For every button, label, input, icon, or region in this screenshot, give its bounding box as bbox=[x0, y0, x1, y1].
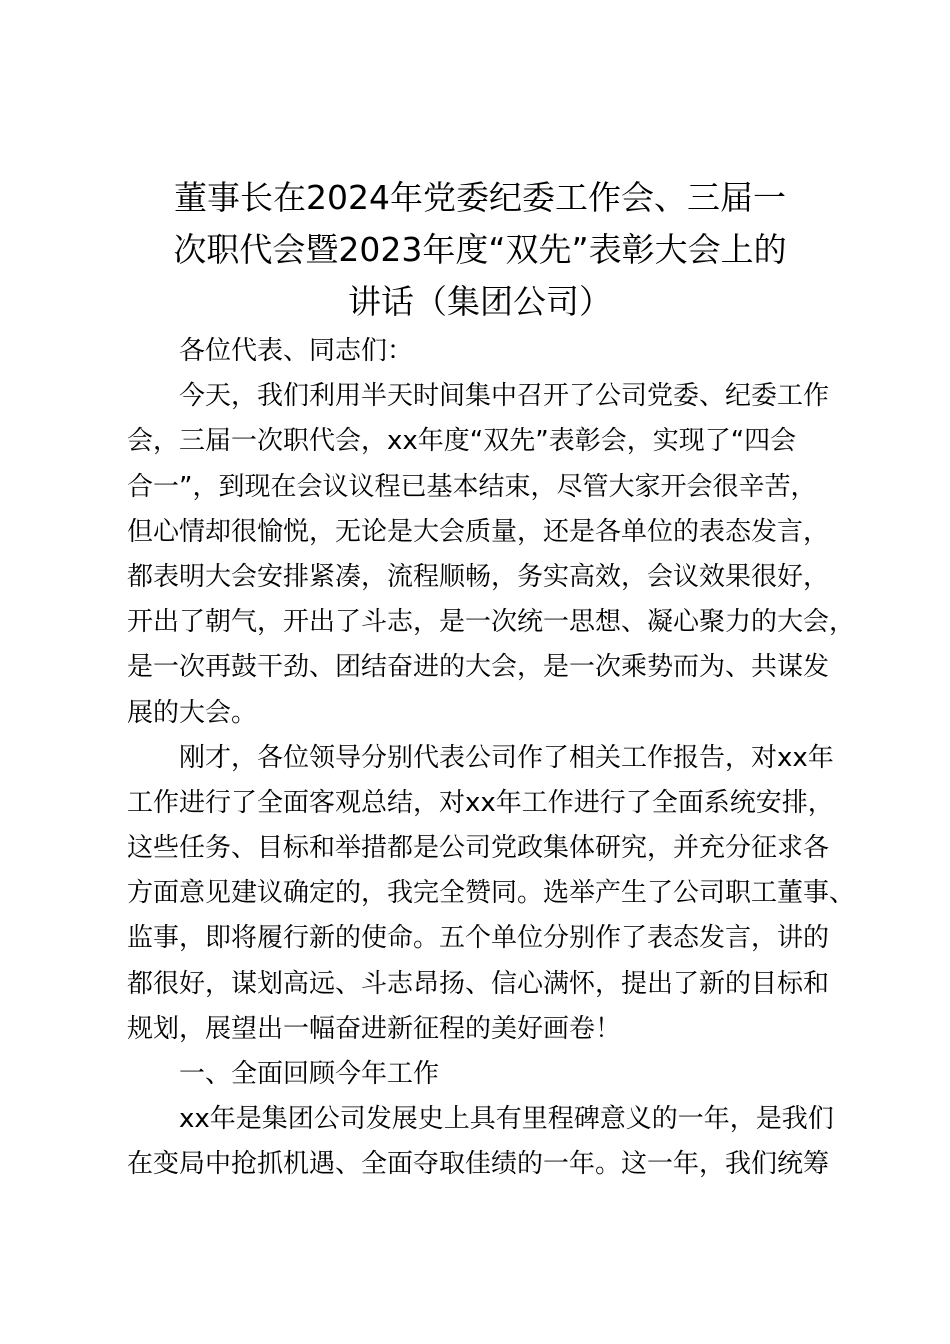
paragraph-line: 这些任务、目标和举措都是公司党政集体研究，并充分征求各 bbox=[127, 833, 830, 864]
paragraph-line: 方面意见建议确定的，我完全赞同。选举产生了公司职工董事、 bbox=[127, 878, 856, 909]
paragraph-3 bbox=[127, 1097, 847, 1187]
section-heading: 一、全面回顾今年工作 bbox=[179, 1059, 440, 1089]
paragraph-line: 工作进行了全面客观总结，对xx年工作进行了全面系统安排， bbox=[127, 787, 834, 818]
document-title bbox=[110, 172, 850, 328]
paragraph-line: 会，三届一次职代会，xx年度“双先”表彰会，实现了“四会 bbox=[127, 426, 797, 457]
paragraph-line: 是一次再鼓干劲、团结奋进的大会，是一次乘势而为、共谋发 bbox=[127, 652, 830, 683]
paragraph-line: 规划，展望出一幅奋进新征程的美好画卷！ bbox=[127, 1013, 622, 1044]
document-body bbox=[127, 329, 856, 1188]
paragraph-line: 都很好，谋划高远、斗志昂扬、信心满怀，提出了新的目标和 bbox=[127, 968, 830, 999]
paragraph-1 bbox=[127, 374, 856, 736]
paragraph-line: 展的大会。 bbox=[127, 697, 258, 728]
paragraph-line: 但心情却很愉悦，无论是大会质量，还是各单位的表态发言， bbox=[127, 516, 830, 547]
title-line-3: 讲话（集团公司） bbox=[348, 282, 612, 321]
paragraph-line: 今天，我们利用半天时间集中召开了公司党委、纪委工作 bbox=[179, 381, 830, 412]
paragraph-line: 都表明大会安排紧凑，流程顺畅，务实高效，会议效果很好， bbox=[127, 561, 830, 592]
paragraph-line: 刚才，各位领导分别代表公司作了相关工作报告，对xx年 bbox=[179, 742, 834, 773]
paragraph-line: 开出了朝气，开出了斗志，是一次统一思想、凝心聚力的大会， bbox=[127, 607, 856, 638]
title-line-1: 董事长在2024年党委纪委工作会、三届一 bbox=[174, 178, 786, 217]
paragraph-line: xx年是集团公司发展史上具有里程碑意义的一年，是我们 bbox=[179, 1104, 834, 1135]
paragraph-2 bbox=[127, 736, 856, 1052]
paragraph-line: 监事，即将履行新的使命。五个单位分别作了表态发言，讲的 bbox=[127, 923, 830, 954]
paragraph-line: 在变局中抢抓机遇、全面夺取佳绩的一年。这一年，我们统筹 bbox=[127, 1149, 830, 1180]
salutation: 各位代表、同志们： bbox=[179, 336, 414, 366]
title-line-2: 次职代会暨2023年度“双先”表彰大会上的 bbox=[173, 230, 787, 269]
paragraph-line: 合一”，到现在会议议程已基本结束，尽管大家开会很辛苦， bbox=[127, 471, 817, 502]
